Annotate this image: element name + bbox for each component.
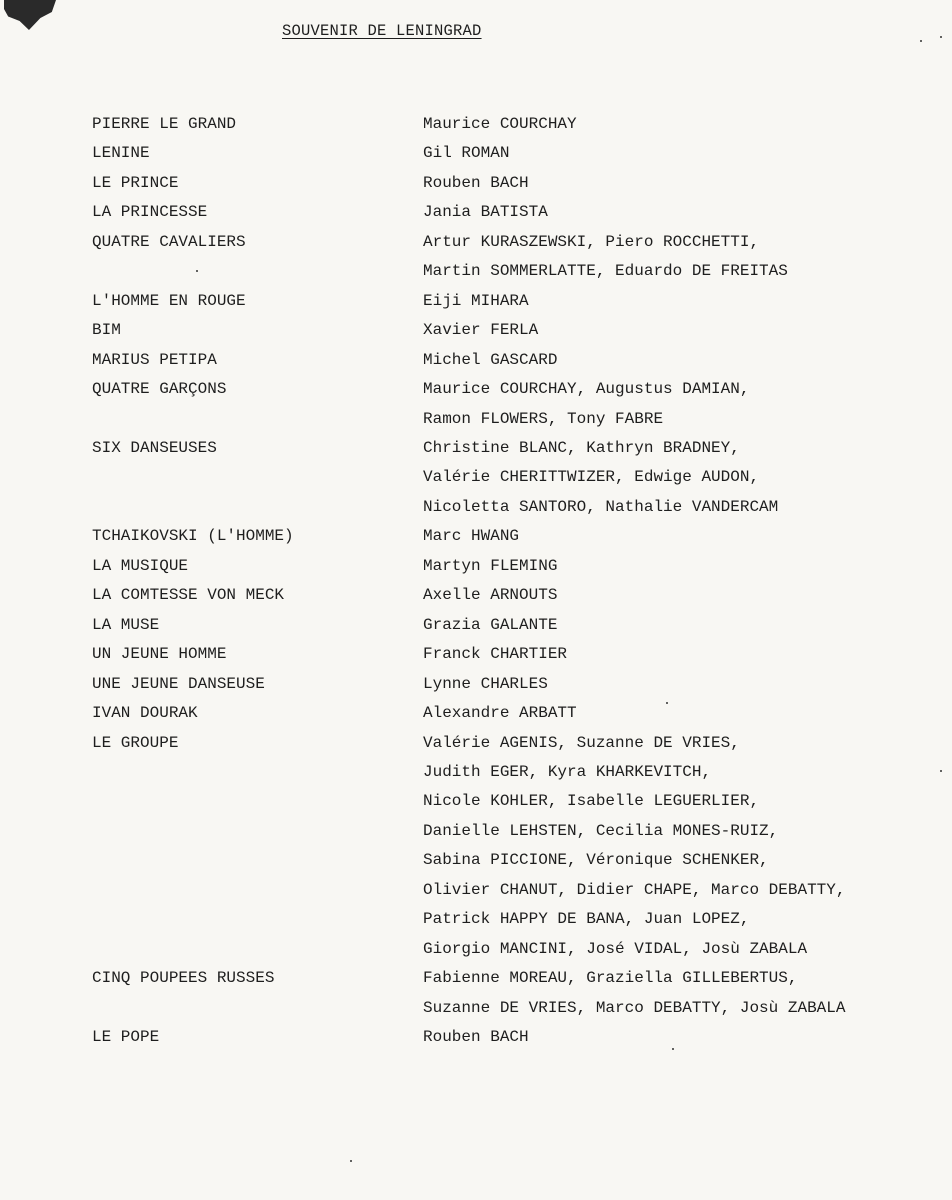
paper-speck	[196, 270, 198, 272]
paper-speck	[350, 1160, 352, 1162]
role-name: L'HOMME EN ROUGE	[92, 291, 246, 310]
performer-line: Marc HWANG	[423, 527, 520, 546]
performer-line: Michel GASCARD	[423, 350, 558, 369]
cast-row	[92, 287, 947, 316]
cast-row	[92, 169, 947, 198]
performer-line: Alexandre ARBATT	[423, 704, 577, 723]
performer-line: Axelle ARNOUTS	[423, 586, 558, 605]
performer-list	[423, 434, 947, 522]
performer-line: Suzanne DE VRIES, Marco DEBATTY, Josù ZABALA	[423, 998, 846, 1017]
performer-line: Franck CHARTIER	[423, 645, 568, 664]
performer-list	[423, 169, 947, 198]
performer-line: Patrick HAPPY DE BANA, Juan LOPEZ,	[423, 910, 750, 929]
role-name: QUATRE CAVALIERS	[92, 232, 246, 251]
role-name: SIX DANSEUSES	[92, 438, 217, 457]
performer-line: Rouben BACH	[423, 1028, 529, 1047]
paper-speck	[940, 36, 942, 38]
performer-list	[423, 346, 947, 375]
performer-list	[423, 611, 947, 640]
cast-row	[92, 522, 947, 551]
performer-list	[423, 139, 947, 168]
performer-list	[423, 198, 947, 227]
cast-row	[92, 346, 947, 375]
cast-row	[92, 670, 947, 699]
role-name: CINQ POUPEES RUSSES	[92, 969, 275, 988]
document-title: SOUVENIR DE LENINGRAD	[282, 22, 482, 40]
paper-speck	[940, 770, 942, 772]
performer-list	[423, 228, 947, 287]
performer-line: Olivier CHANUT, Didier CHAPE, Marco DEBATTY,	[423, 880, 846, 899]
paper-speck	[920, 40, 922, 42]
paper-speck	[672, 1048, 674, 1050]
cast-row	[92, 552, 947, 581]
torn-corner-mark	[4, 0, 56, 30]
performer-line: Valérie AGENIS, Suzanne DE VRIES,	[423, 733, 740, 752]
performer-line: Grazia GALANTE	[423, 615, 558, 634]
performer-line: Giorgio MANCINI, José VIDAL, Josù ZABALA	[423, 939, 808, 958]
role-name: UN JEUNE HOMME	[92, 645, 227, 664]
cast-row	[92, 964, 947, 1023]
role-name: LA MUSIQUE	[92, 556, 189, 575]
cast-row	[92, 581, 947, 610]
performer-line: Maurice COURCHAY, Augustus DAMIAN,	[423, 380, 750, 399]
performer-line: Danielle LEHSTEN, Cecilia MONES-RUIZ,	[423, 821, 779, 840]
performer-line: Martin SOMMERLATTE, Eduardo DE FREITAS	[423, 262, 788, 281]
performer-line: Valérie CHERITTWIZER, Edwige AUDON,	[423, 468, 760, 487]
cast-row	[92, 110, 947, 139]
role-name: UNE JEUNE DANSEUSE	[92, 674, 265, 693]
cast-row	[92, 611, 947, 640]
role-name: LE GROUPE	[92, 733, 179, 752]
performer-line: Lynne CHARLES	[423, 674, 548, 693]
role-name: LE PRINCE	[92, 173, 179, 192]
performer-list	[423, 670, 947, 699]
cast-row	[92, 640, 947, 669]
performer-list	[423, 110, 947, 139]
performer-list	[423, 287, 947, 316]
cast-row	[92, 375, 947, 434]
performer-list	[423, 729, 947, 965]
performer-line: Artur KURASZEWSKI, Piero ROCCHETTI,	[423, 232, 760, 251]
cast-row	[92, 228, 947, 287]
performer-line: Nicoletta SANTORO, Nathalie VANDERCAM	[423, 497, 779, 516]
role-name: QUATRE GARÇONS	[92, 380, 227, 399]
role-name: BIM	[92, 321, 121, 340]
role-name: MARIUS PETIPA	[92, 350, 217, 369]
performer-line: Judith EGER, Kyra KHARKEVITCH,	[423, 762, 712, 781]
cast-row	[92, 729, 947, 965]
performer-list	[423, 581, 947, 610]
paper-speck	[666, 702, 668, 704]
performer-line: Martyn FLEMING	[423, 556, 558, 575]
role-name: LE POPE	[92, 1028, 160, 1047]
performer-line: Christine BLANC, Kathryn BRADNEY,	[423, 438, 740, 457]
performer-line: Gil ROMAN	[423, 144, 510, 163]
performer-line: Jania BATISTA	[423, 203, 548, 222]
role-name: IVAN DOURAK	[92, 704, 198, 723]
cast-row	[92, 316, 947, 345]
performer-list	[423, 375, 947, 434]
cast-row	[92, 139, 947, 168]
role-name: PIERRE LE GRAND	[92, 115, 237, 133]
performer-line: Rouben BACH	[423, 173, 529, 192]
performer-line: Xavier FERLA	[423, 321, 539, 340]
performer-list	[423, 552, 947, 581]
cast-row	[92, 198, 947, 227]
performer-list	[423, 1023, 947, 1052]
role-name: LA COMTESSE VON MECK	[92, 586, 285, 605]
role-name: LA PRINCESSE	[92, 203, 208, 222]
role-name: TCHAIKOVSKI (L'HOMME)	[92, 527, 294, 546]
performer-line: Maurice COURCHAY	[423, 115, 577, 133]
performer-list	[423, 964, 947, 1023]
performer-list	[423, 316, 947, 345]
performer-list	[423, 699, 947, 728]
cast-row	[92, 434, 947, 522]
performer-line: Nicole KOHLER, Isabelle LEGUERLIER,	[423, 792, 760, 811]
performer-list	[423, 640, 947, 669]
performer-line: Fabienne MOREAU, Graziella GILLEBERTUS,	[423, 969, 798, 988]
role-name: LA MUSE	[92, 615, 160, 634]
role-name: LENINE	[92, 144, 150, 163]
performer-line: Eiji MIHARA	[423, 291, 529, 310]
performer-line: Ramon FLOWERS, Tony FABRE	[423, 409, 664, 428]
cast-row	[92, 1023, 947, 1052]
cast-list	[92, 110, 947, 1053]
cast-row	[92, 699, 947, 728]
performer-line: Sabina PICCIONE, Véronique SCHENKER,	[423, 851, 769, 870]
performer-list	[423, 522, 947, 551]
